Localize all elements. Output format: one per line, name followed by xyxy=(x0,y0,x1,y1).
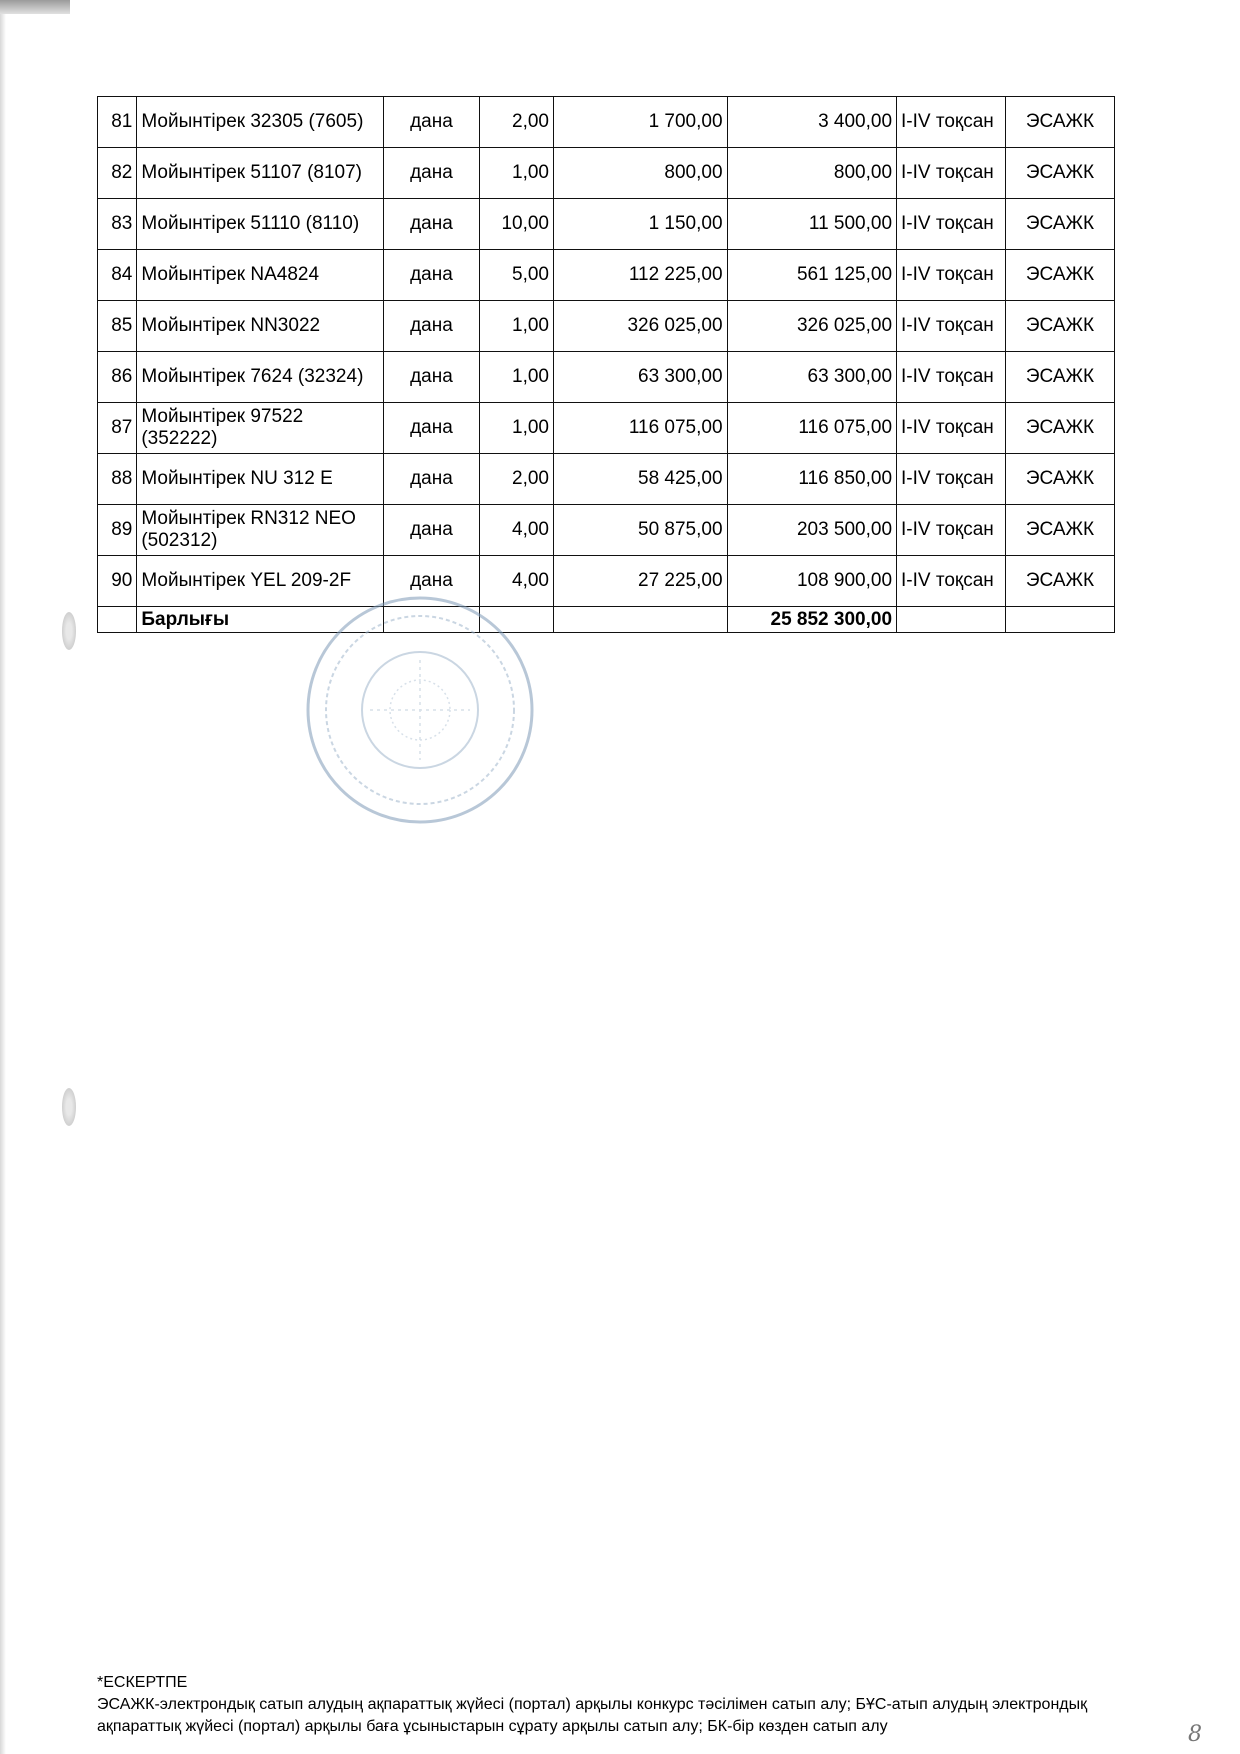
table-row xyxy=(98,148,1115,199)
item-period: I-IV тоқсан xyxy=(897,454,1006,505)
item-unit: дана xyxy=(383,301,480,352)
total-method-cell xyxy=(1005,607,1114,633)
row-number: 82 xyxy=(98,148,137,199)
item-name: Мойынтірек 32305 (7605) xyxy=(137,97,383,148)
round-seal-stamp xyxy=(300,590,540,830)
row-number: 90 xyxy=(98,556,137,607)
item-procurement-method: ЭСАЖК xyxy=(1005,556,1114,607)
item-procurement-method: ЭСАЖК xyxy=(1005,505,1114,556)
item-procurement-method: ЭСАЖК xyxy=(1005,403,1114,454)
row-number: 81 xyxy=(98,97,137,148)
table-row xyxy=(98,199,1115,250)
footnote-line-2: ақпараттық жүйесі (портал) арқылы баға ұсыныстарын сұрату арқылы сатып алу; БК-бір көзден сатып алу xyxy=(97,1718,888,1735)
item-unit-price: 27 225,00 xyxy=(554,556,728,607)
item-unit: дана xyxy=(383,199,480,250)
row-number: 88 xyxy=(98,454,137,505)
row-number: 84 xyxy=(98,250,137,301)
item-sum: 63 300,00 xyxy=(727,352,897,403)
item-quantity: 2,00 xyxy=(480,97,554,148)
row-number: 89 xyxy=(98,505,137,556)
item-unit: дана xyxy=(383,556,480,607)
item-sum: 3 400,00 xyxy=(727,97,897,148)
item-quantity: 1,00 xyxy=(480,403,554,454)
item-quantity: 1,00 xyxy=(480,301,554,352)
item-sum: 561 125,00 xyxy=(727,250,897,301)
item-period: I-IV тоқсан xyxy=(897,352,1006,403)
item-unit: дана xyxy=(383,250,480,301)
item-unit: дана xyxy=(383,352,480,403)
item-procurement-method: ЭСАЖК xyxy=(1005,199,1114,250)
item-sum: 800,00 xyxy=(727,148,897,199)
scan-edge-left xyxy=(0,0,6,1754)
item-period: I-IV тоқсан xyxy=(897,250,1006,301)
item-period: I-IV тоқсан xyxy=(897,556,1006,607)
item-name: Мойынтірек 51110 (8110) xyxy=(137,199,383,250)
table-row xyxy=(98,505,1115,556)
item-unit: дана xyxy=(383,148,480,199)
item-procurement-method: ЭСАЖК xyxy=(1005,250,1114,301)
item-name: Мойынтірек NU 312 E xyxy=(137,454,383,505)
table-row xyxy=(98,301,1115,352)
table-row xyxy=(98,403,1115,454)
item-unit-price: 326 025,00 xyxy=(554,301,728,352)
item-sum: 11 500,00 xyxy=(727,199,897,250)
item-unit-price: 50 875,00 xyxy=(554,505,728,556)
punch-hole-upper xyxy=(62,612,76,650)
item-unit-price: 800,00 xyxy=(554,148,728,199)
item-period: I-IV тоқсан xyxy=(897,199,1006,250)
item-procurement-method: ЭСАЖК xyxy=(1005,97,1114,148)
item-unit-price: 116 075,00 xyxy=(554,403,728,454)
item-name: Мойынтірек YEL 209-2F xyxy=(137,556,383,607)
row-number: 87 xyxy=(98,403,137,454)
item-quantity: 4,00 xyxy=(480,505,554,556)
item-unit: дана xyxy=(383,403,480,454)
item-name: Мойынтірек RN312 NEO (502312) xyxy=(137,505,383,556)
item-quantity: 1,00 xyxy=(480,148,554,199)
item-unit-price: 112 225,00 xyxy=(554,250,728,301)
total-period-cell xyxy=(897,607,1006,633)
item-sum: 116 850,00 xyxy=(727,454,897,505)
footnote xyxy=(97,1672,1097,1738)
item-unit-price: 1 700,00 xyxy=(554,97,728,148)
total-label: Барлығы xyxy=(137,607,383,633)
item-sum: 116 075,00 xyxy=(727,403,897,454)
item-quantity: 2,00 xyxy=(480,454,554,505)
total-num-cell xyxy=(98,607,137,633)
item-quantity: 4,00 xyxy=(480,556,554,607)
item-period: I-IV тоқсан xyxy=(897,505,1006,556)
item-period: I-IV тоқсан xyxy=(897,148,1006,199)
item-procurement-method: ЭСАЖК xyxy=(1005,148,1114,199)
table-row xyxy=(98,250,1115,301)
scan-edge-top xyxy=(0,0,70,14)
item-name: Мойынтірек NA4824 xyxy=(137,250,383,301)
punch-hole-lower xyxy=(62,1088,76,1126)
table-row xyxy=(98,352,1115,403)
table-row xyxy=(98,97,1115,148)
row-number: 86 xyxy=(98,352,137,403)
item-procurement-method: ЭСАЖК xyxy=(1005,454,1114,505)
item-quantity: 5,00 xyxy=(480,250,554,301)
item-period: I-IV тоқсан xyxy=(897,301,1006,352)
table-row xyxy=(98,454,1115,505)
item-name: Мойынтірек 7624 (32324) xyxy=(137,352,383,403)
item-name: Мойынтірек 97522 (352222) xyxy=(137,403,383,454)
item-sum: 203 500,00 xyxy=(727,505,897,556)
footnote-title: *ЕСКЕРТПЕ xyxy=(97,1674,188,1691)
total-sum: 25 852 300,00 xyxy=(727,607,897,633)
item-quantity: 10,00 xyxy=(480,199,554,250)
row-number: 83 xyxy=(98,199,137,250)
item-unit-price: 63 300,00 xyxy=(554,352,728,403)
item-unit-price: 1 150,00 xyxy=(554,199,728,250)
item-procurement-method: ЭСАЖК xyxy=(1005,352,1114,403)
table-row xyxy=(98,556,1115,607)
item-unit: дана xyxy=(383,505,480,556)
item-procurement-method: ЭСАЖК xyxy=(1005,301,1114,352)
table-body xyxy=(98,97,1115,633)
total-price-cell xyxy=(554,607,728,633)
item-unit: дана xyxy=(383,97,480,148)
total-row xyxy=(98,607,1115,633)
item-period: I-IV тоқсан xyxy=(897,403,1006,454)
item-unit: дана xyxy=(383,454,480,505)
item-sum: 326 025,00 xyxy=(727,301,897,352)
footnote-line-1: ЭСАЖК-электрондық сатып алудың ақпараттық жүйесі (портал) арқылы конкурс тәсілімен сатып алу; БҰС-атып алудың электрондық xyxy=(97,1696,1088,1713)
page-number-handwritten: 8 xyxy=(1188,1722,1202,1747)
item-name: Мойынтірек NN3022 xyxy=(137,301,383,352)
item-sum: 108 900,00 xyxy=(727,556,897,607)
row-number: 85 xyxy=(98,301,137,352)
item-period: I-IV тоқсан xyxy=(897,97,1006,148)
item-unit-price: 58 425,00 xyxy=(554,454,728,505)
item-name: Мойынтірек 51107 (8107) xyxy=(137,148,383,199)
item-quantity: 1,00 xyxy=(480,352,554,403)
items-table xyxy=(97,96,1115,633)
